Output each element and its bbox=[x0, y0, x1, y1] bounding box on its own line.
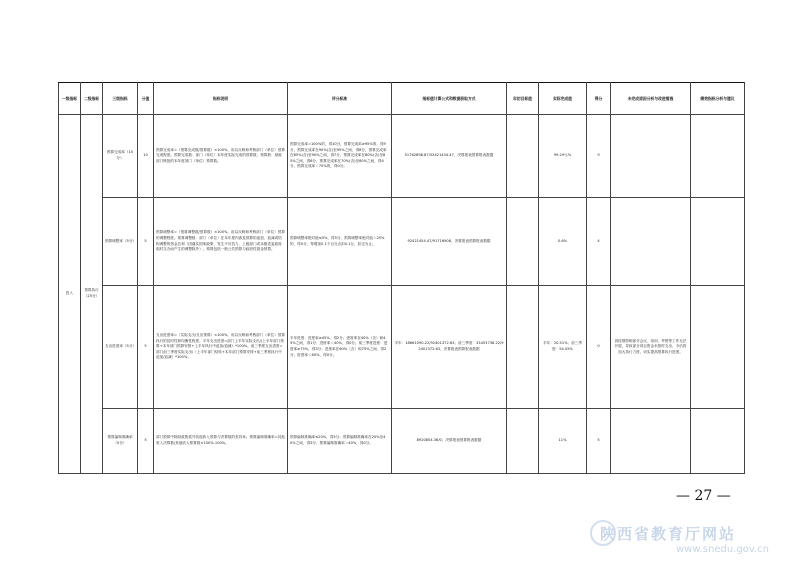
table-row bbox=[59, 198, 745, 286]
header-level2: 二级指标 bbox=[81, 83, 103, 115]
header-level1: 一级指标 bbox=[59, 83, 81, 115]
indicator-reason bbox=[611, 198, 691, 286]
header-suggestion: 绩效指标分析与建议 bbox=[691, 83, 745, 115]
indicator-points: 9 bbox=[587, 115, 611, 198]
indicator-name: 预算完成率（10分） bbox=[103, 115, 138, 198]
indicator-score: 5 bbox=[138, 409, 154, 474]
indicator-name: 预算调整率（5分） bbox=[103, 198, 138, 286]
indicator-target bbox=[507, 198, 539, 286]
header-formula: 指标值计算公式和数据获取方式 bbox=[392, 83, 507, 115]
performance-evaluation-table bbox=[58, 82, 745, 474]
header-criteria: 评分标准 bbox=[288, 83, 392, 115]
indicator-score: 5 bbox=[138, 198, 154, 286]
header-target: 年初目标值 bbox=[507, 83, 539, 115]
header-actual: 实际完成值 bbox=[539, 83, 587, 115]
indicator-formula: 8920854.36/0，决算报表预算报表数据 bbox=[392, 409, 507, 474]
indicator-actual: 11% bbox=[539, 409, 587, 474]
level2-cell: 预算执行（25分） bbox=[81, 115, 103, 474]
indicator-reason: 因疫情影响部分会议、培训、考察等工作无法开展，导致部分项目资金未按时支出，今后将加大执行力度，切实提高预算执行进度。 bbox=[611, 286, 691, 409]
indicator-name: 支出进度率（5分） bbox=[103, 286, 138, 409]
indicator-points: 0 bbox=[587, 286, 611, 409]
indicator-criteria: 预算调整率绝对值≤5%，得5分，预算调整率绝对值＞25%的，得0分，每增加0.1个百分点扣0.1分，扣完为止。 bbox=[288, 198, 392, 286]
indicator-formula: 51762898.87/52421434.47，决算报表预算报表数据 bbox=[392, 115, 507, 198]
indicator-target bbox=[507, 286, 539, 409]
indicator-criteria: 预算完成率=100%的，得10分，预算完成率≥95%的，得9分，预算完成率在90%(含)至95%之间，得8分，预算完成率在85%(含)至90%之间，得7分，预算完成率在80%(含)至85%之间，得6分，预算完成率在70%(含)至80%之间，得4分，预算完成率＜70%的，得0分。 bbox=[288, 115, 392, 198]
header-reason: 未完成原因分析与改进措施 bbox=[611, 83, 691, 115]
indicator-criteria: 半年进度：进度率≥45%，得2分；进度率在40%（含）和45%之间，得1分；进度率＜40%，得0分。前三季度进度：进度率≥75%，得3分；进度率在60%（含）和75%之间，得2分；进度率＜60%，得0分。 bbox=[288, 286, 392, 409]
page-number: — 27 — bbox=[676, 488, 731, 504]
indicator-suggestion bbox=[691, 286, 745, 409]
indicator-suggestion bbox=[691, 409, 745, 474]
indicator-points: 5 bbox=[587, 409, 611, 474]
indicator-criteria: 预算编制准确率≤20%，得5分；预算编制准确率在20%至40%之间，得3分；预算编制准确率＞40%，得0分。 bbox=[288, 409, 392, 474]
indicator-actual: 99.29％% bbox=[539, 115, 587, 198]
indicator-name: 预算编制准确率（5分） bbox=[103, 409, 138, 474]
header-points: 得分 bbox=[587, 83, 611, 115]
watermark-url: www.snedu.gov.cn bbox=[676, 544, 769, 555]
indicator-score: 5 bbox=[138, 286, 154, 409]
indicator-description: 支出进度率=（实际支出/支出预算）×100%，用以反映和考核部门（单位）预算执行的及时性和均衡性程度。半年支出进度=部门上半年实际支出/(上半年部门预算+本年部门预算安排+上半年执行中追加/追减）*100%。前三季度支出进度=部门前三季度实际支出/（上半年部门结转+本年部门预算安排+前三季度执行中追加/追减）*100%。 bbox=[154, 286, 288, 409]
indicator-formula: 92421454.47/91716908，决算报表预算报表数据 bbox=[392, 198, 507, 286]
table-header-row bbox=[59, 83, 745, 115]
indicator-description: 预算调整率=（预算调整数/预算数）×100%，用以反映和考核部门（单位）预算的调整程度。预算调整数：部门（单位）在本年度内涉及预算的追加、追减或结构调整的资金总和（因落实国家政策、发生不可抗力、上级部门或本级党委政府临时交办而产生的调整除外）。预算包括一般公共预算与政府性基金预算。 bbox=[154, 198, 288, 286]
header-level3: 三级指标 bbox=[103, 83, 138, 115]
header-score: 分值 bbox=[138, 83, 154, 115]
indicator-description: 部门预算中除财政拨款外其他收入预算与决算数的差异率。预算编制准确率=其他收入决算数/其他收入预算数×100%-100%。 bbox=[154, 409, 288, 474]
indicator-suggestion bbox=[691, 115, 745, 198]
indicator-suggestion bbox=[691, 198, 745, 286]
indicator-actual: 半年：20.51%；前三季度：54.05% bbox=[539, 286, 587, 409]
table-row bbox=[59, 115, 745, 198]
indicator-target bbox=[507, 409, 539, 474]
watermark-title: 陕西省教育厅网站 bbox=[600, 525, 737, 543]
indicator-target bbox=[507, 115, 539, 198]
indicator-reason bbox=[611, 409, 691, 474]
indicator-reason bbox=[611, 115, 691, 198]
indicator-formula: 半年：18661090.22/92401372.63；前三季度：33453736.22/92401372.63，决算报表预算报表数据 bbox=[392, 286, 507, 409]
indicator-actual: 0.6% bbox=[539, 198, 587, 286]
header-description: 指标说明 bbox=[154, 83, 288, 115]
indicator-points: 4 bbox=[587, 198, 611, 286]
level1-cell: 投入 bbox=[59, 115, 81, 474]
indicator-description: 预算完成率=（预算完成数/预算数）×100%，用以反映和考核部门（单位）预算完成程度。预算完成数：部门（单位）本年度实际完成的预算数；预算数：财政部门核批的本年度部门（单位）预算数。 bbox=[154, 115, 288, 198]
indicator-score: 10 bbox=[138, 115, 154, 198]
table-row bbox=[59, 286, 745, 409]
table-row bbox=[59, 409, 745, 474]
